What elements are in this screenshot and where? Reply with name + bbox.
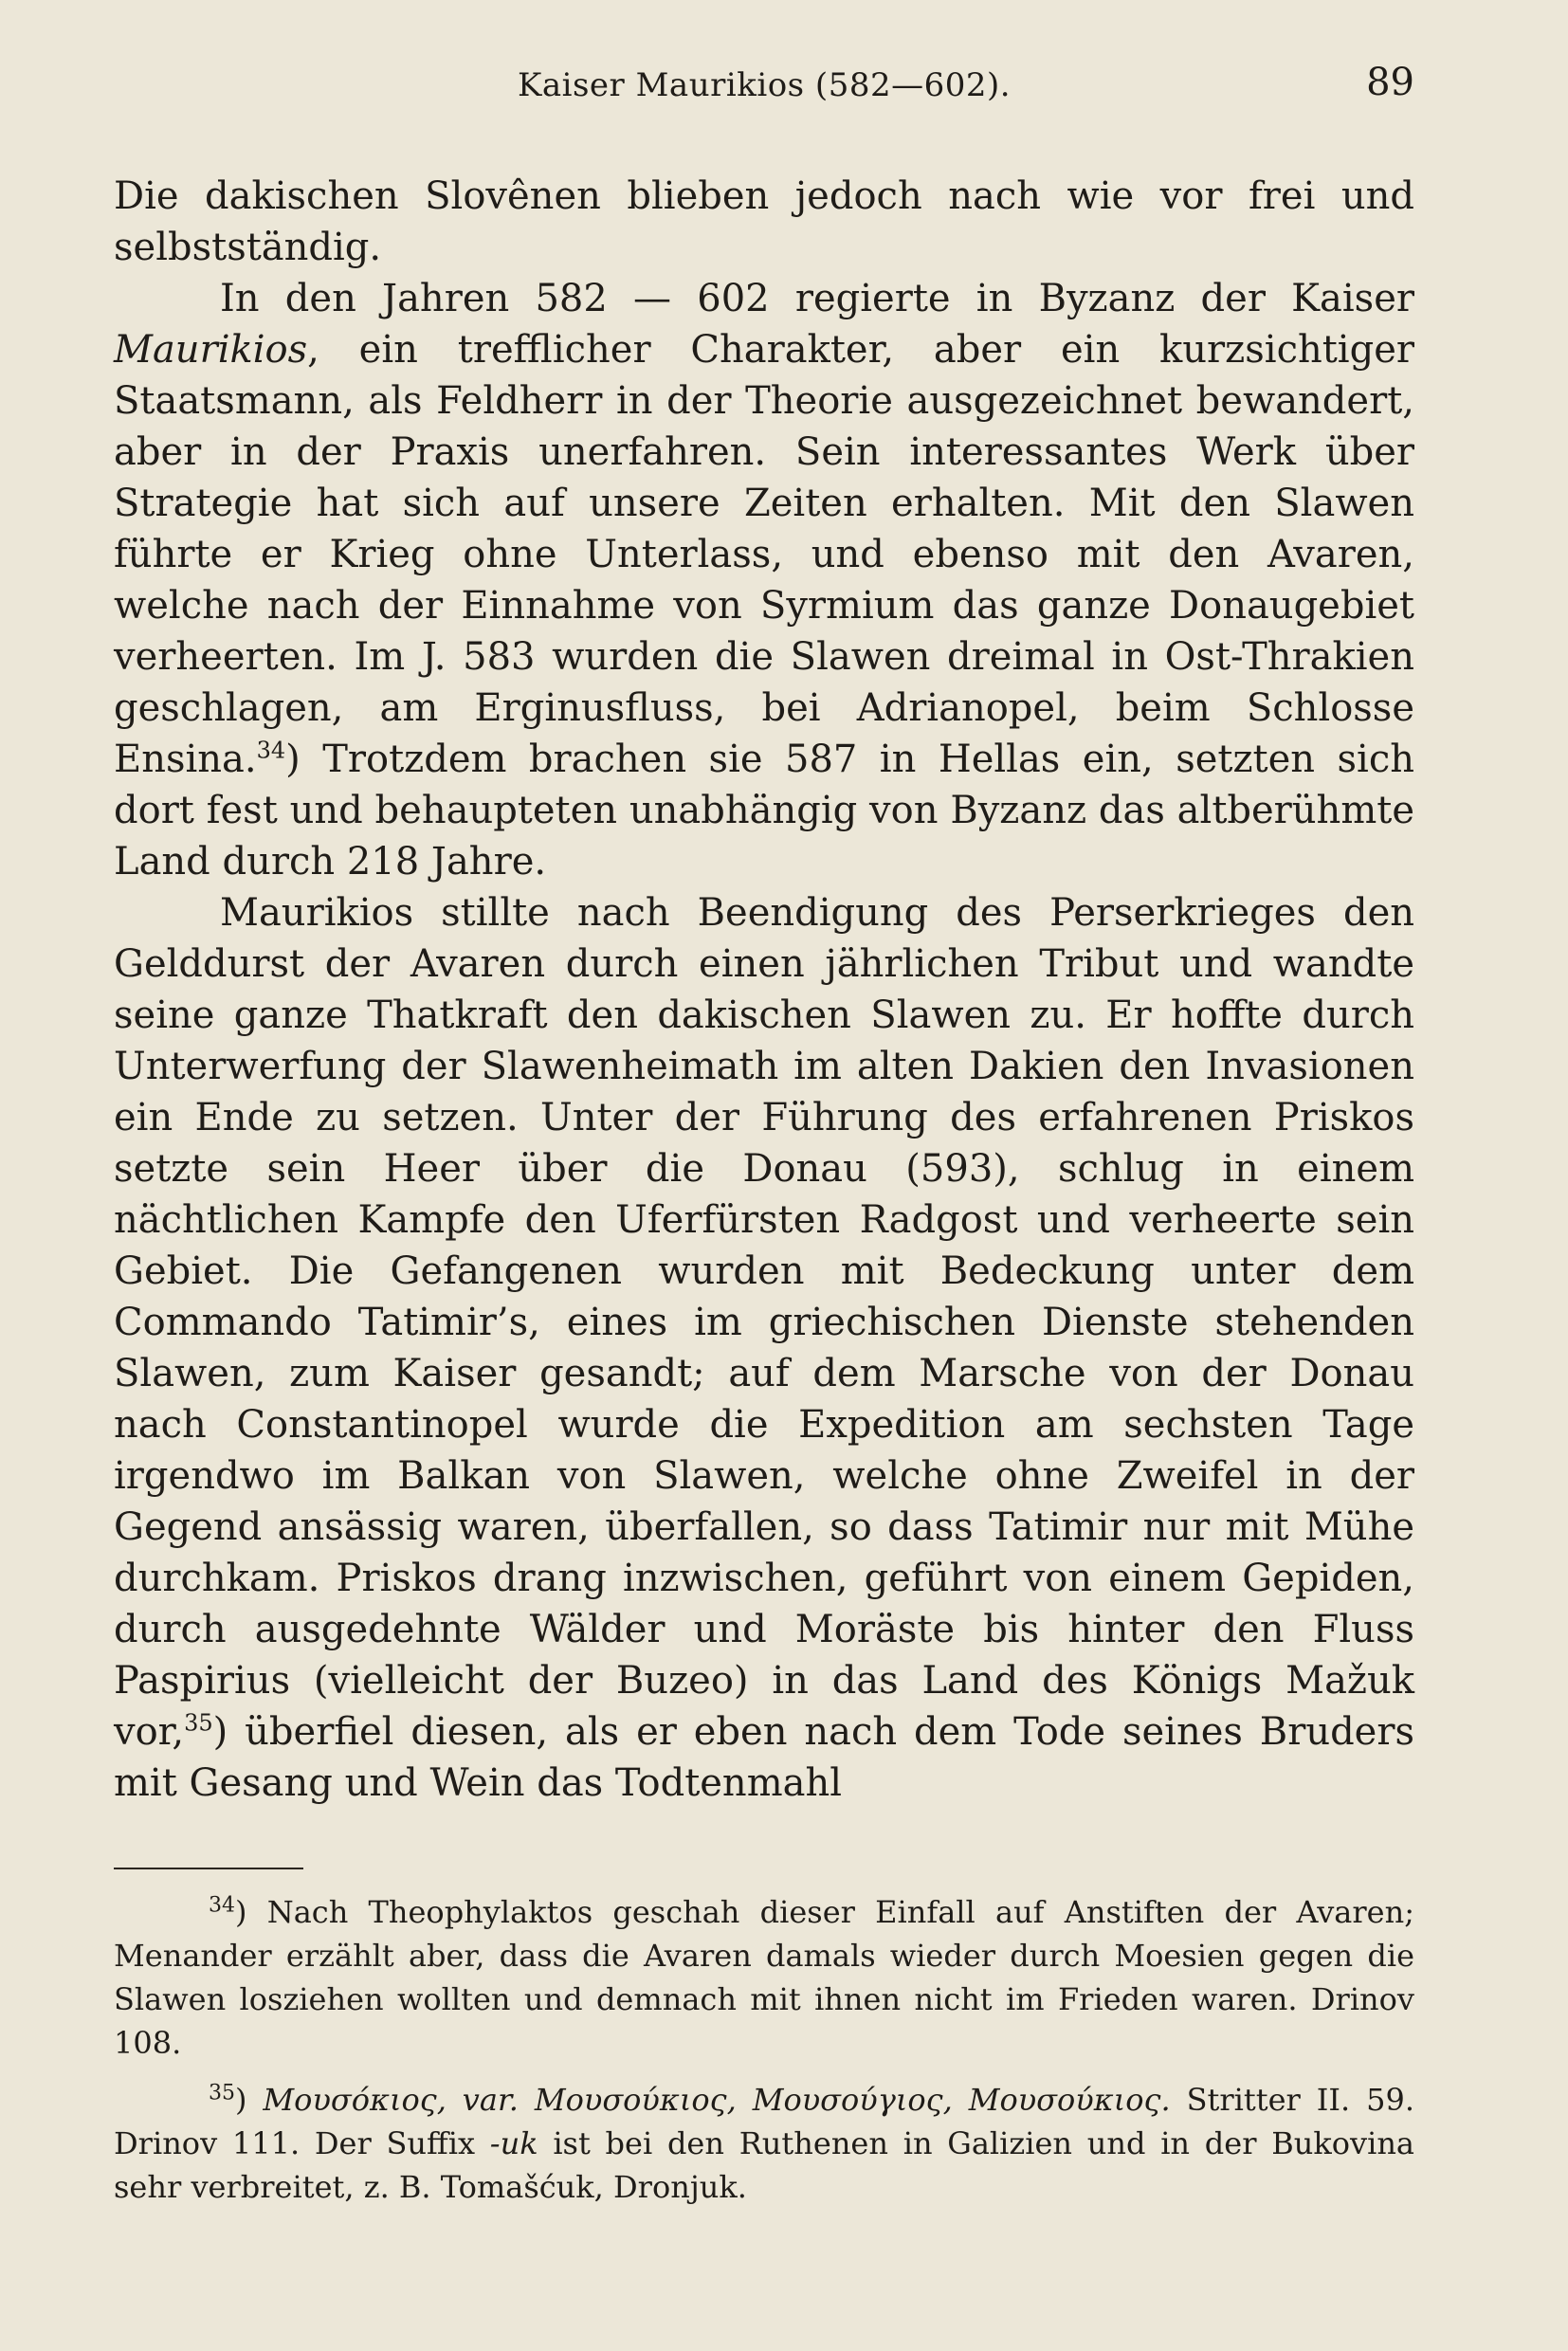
paragraph-2	[114, 273, 1414, 887]
footnotes	[114, 1890, 1414, 2222]
footnote-ref-34[interactable]: 34	[256, 737, 286, 764]
footnote-34-mark: 34	[209, 1893, 235, 1918]
page-number: 89	[1366, 61, 1414, 104]
paragraph-3-part-a: Maurikios stillte nach Beendigung des Perserkrieges den Gelddurst der Avaren durch einen jährlichen Tribut und wandte seine ganze Thatkraft den dakischen Slawen zu. Er hoffte durch Unterwerfung der Slawenheimath im alten Dakien den Invasionen ein Ende zu setzen. Unter der Führung des erfahrenen Priskos setzte sein Heer über die Donau (593), schlug in einem nächtlichen Kampfe den Uferfürsten Radgost und verheerte sein Gebiet. Die Gefangenen wurden mit Bedeckung unter dem Commando Tatimir’s, eines im griechischen Dienste stehenden Slawen, zum Kaiser gesandt; auf dem Marsche von der Donau nach Constantinopel wurde die Expedition am sechsten Tage irgendwo im Balkan von Slawen, welche ohne Zweifel in der Gegend ansässig waren, überfallen, so dass Tatimir nur mit Mühe durchkam. Priskos drang inzwischen, geführt von einem Gepiden, durch ausgedehnte Wälder und Moräste bis hinter den Fluss Paspirius (vielleicht der Buzeo) in das Land des Königs Mažuk vor,	[114, 891, 1414, 1754]
page-header	[114, 59, 1414, 119]
paragraph-2-part-c: ) Trotzdem brachen sie 587 in Hellas ein, setzten sich dort fest und behaupteten unabhängig von Byzanz das altberühmte Land durch 218 Jahre.	[114, 738, 1414, 884]
footnote-35-open: )	[235, 2082, 247, 2118]
footnote-35-suffix: -uk	[489, 2125, 538, 2161]
paragraph-3-part-b: ) überfiel diesen, als er eben nach dem Tode seines Bruders mit Gesang und Wein das Todtenmahl	[114, 1710, 1414, 1805]
footnote-35-text-2: ist bei den Ruthenen in Galizien und in der Bukovina sehr verbreitet, z. B. Tomašćuk, Dronjuk.	[114, 2125, 1415, 2205]
footnote-34	[114, 1890, 1414, 2065]
footnote-35	[114, 2078, 1414, 2209]
footnote-ref-35[interactable]: 35	[184, 1709, 213, 1737]
footnote-35-greek: Μουσόκιος, var. Μουσούκιος, Μουσούγιος, Μουσούκιος.	[263, 2082, 1171, 2118]
paragraph-2-part-b: , ein trefflicher Charakter, aber ein kurzsichtiger Staatsmann, als Feldherr in der Theorie ausgezeichnet bewandert, aber in der Praxis unerfahren. Sein interessantes Werk über Strategie hat sich auf unsere Zeiten erhalten. Mit den Slawen führte er Krieg ohne Unterlass, und ebenso mit den Avaren, welche nach der Einnahme von Syrmium das ganze Donaugebiet verheerten. Im J. 583 wurden die Slawen dreimal in Ost-Thrakien geschlagen, am Erginusfluss, bei Adrianopel, beim Schlosse Ensina.	[114, 328, 1414, 781]
footnote-35-mark: 35	[209, 2081, 235, 2105]
paragraph-2-part-a: In den Jahren 582 — 602 regierte in Byzanz der Kaiser	[220, 277, 1414, 320]
footnote-35-text: Stritter II. 59. Drinov 111. Der Suffix	[114, 2082, 1415, 2161]
running-title: Kaiser Maurikios (582—602).	[517, 66, 1012, 104]
emperor-name: Maurikios	[114, 328, 308, 372]
footnote-34-text: ) Nach Theophylaktos geschah dieser Einfall auf Anstiften der Avaren; Menander erzählt aber, dass die Avaren damals wieder durch Moesien gegen die Slawen losziehen wollten und demnach mit ihnen nicht im Frieden waren. Drinov 108.	[114, 1894, 1414, 2061]
paragraph-1: Die dakischen Slovênen blieben jedoch nach wie vor frei und selbstständig.	[114, 174, 1414, 269]
footnote-divider	[114, 1868, 303, 1869]
main-text	[114, 171, 1414, 1809]
paragraph-3	[114, 887, 1414, 1809]
